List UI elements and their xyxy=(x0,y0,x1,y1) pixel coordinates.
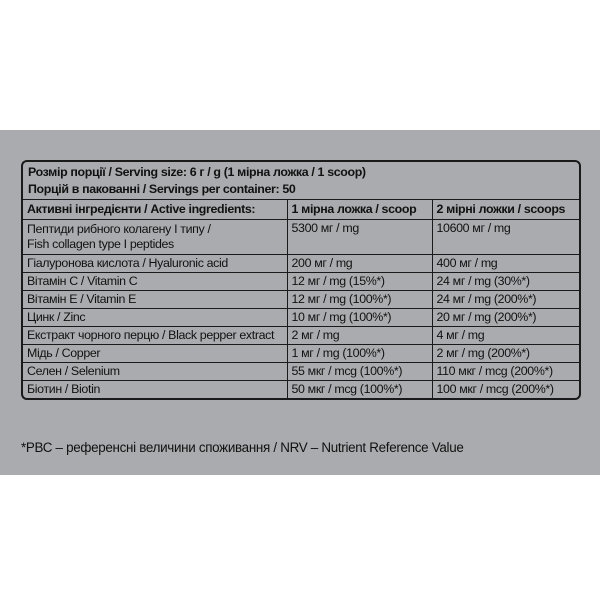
amount-two-scoops: 100 мкг / mcg (200%*) xyxy=(432,381,579,399)
amount-two-scoops: 10600 мг / mg xyxy=(432,220,579,255)
label-panel xyxy=(0,130,600,475)
amount-two-scoops: 2 мг / mg (200%*) xyxy=(432,345,579,363)
amount-one-scoop: 200 мг / mg xyxy=(287,255,432,273)
servings-per-container: Порцій в пакованні / Servings per container: 50 xyxy=(28,182,296,196)
amount-one-scoop: 5300 мг / mg xyxy=(287,220,432,255)
table-row xyxy=(23,345,579,363)
amount-one-scoop: 12 мг / mg (100%*) xyxy=(287,291,432,309)
table-row xyxy=(23,381,579,399)
table-row xyxy=(23,291,579,309)
ingredient-name: Гіалуронова кислота / Hyaluronic acid xyxy=(23,255,287,273)
column-header-one-scoop: 1 мірна ложка / scoop xyxy=(287,200,432,220)
ingredient-name: Вітамін E / Vitamin E xyxy=(23,291,287,309)
ingredient-name: Вітамін С / Vitamin C xyxy=(23,273,287,291)
table-row xyxy=(23,327,579,345)
amount-one-scoop: 55 мкг / mcg (100%*) xyxy=(287,363,432,381)
ingredient-name-line2: Fish collagen type I peptides xyxy=(27,237,174,251)
table-row xyxy=(23,273,579,291)
ingredient-name: Мідь / Copper xyxy=(23,345,287,363)
column-header-ingredients: Активні інгредієнти / Active ingredients: xyxy=(23,200,287,220)
amount-one-scoop: 12 мг / mg (15%*) xyxy=(287,273,432,291)
ingredient-name xyxy=(23,220,287,255)
serving-header xyxy=(23,162,579,200)
ingredient-name: Селен / Selenium xyxy=(23,363,287,381)
column-header-two-scoops: 2 мірні ложки / scoops xyxy=(432,200,579,220)
table-row xyxy=(23,309,579,327)
ingredient-name: Біотин / Biotin xyxy=(23,381,287,399)
table-row xyxy=(23,255,579,273)
nrv-footnote: *РВС – референсні величини споживання / NRV – Nutrient Reference Value xyxy=(21,440,464,455)
ingredients-table xyxy=(23,200,579,398)
table-row xyxy=(23,220,579,255)
amount-one-scoop: 2 мг / mg xyxy=(287,327,432,345)
ingredient-name: Цинк / Zinc xyxy=(23,309,287,327)
amount-two-scoops: 24 мг / mg (200%*) xyxy=(432,291,579,309)
amount-two-scoops: 24 мг / mg (30%*) xyxy=(432,273,579,291)
amount-one-scoop: 1 мг / mg (100%*) xyxy=(287,345,432,363)
amount-two-scoops: 400 мг / mg xyxy=(432,255,579,273)
ingredient-name: Екстракт чорного перцю / Black pepper extract xyxy=(23,327,287,345)
ingredient-name-line1: Пептиди рибного колагену I типу / xyxy=(27,221,211,236)
amount-two-scoops: 110 мкг / mcg (200%*) xyxy=(432,363,579,381)
amount-one-scoop: 10 мг / mg (100%*) xyxy=(287,309,432,327)
amount-one-scoop: 50 мкг / mcg (100%*) xyxy=(287,381,432,399)
table-header-row xyxy=(23,200,579,220)
amount-two-scoops: 4 мг / mg xyxy=(432,327,579,345)
serving-size: Розмір порції / Serving size: 6 г / g (1 мірна ложка / 1 scoop) xyxy=(28,165,366,179)
supplement-facts-table xyxy=(21,160,581,400)
amount-two-scoops: 20 мг / mg (200%*) xyxy=(432,309,579,327)
table-row xyxy=(23,363,579,381)
